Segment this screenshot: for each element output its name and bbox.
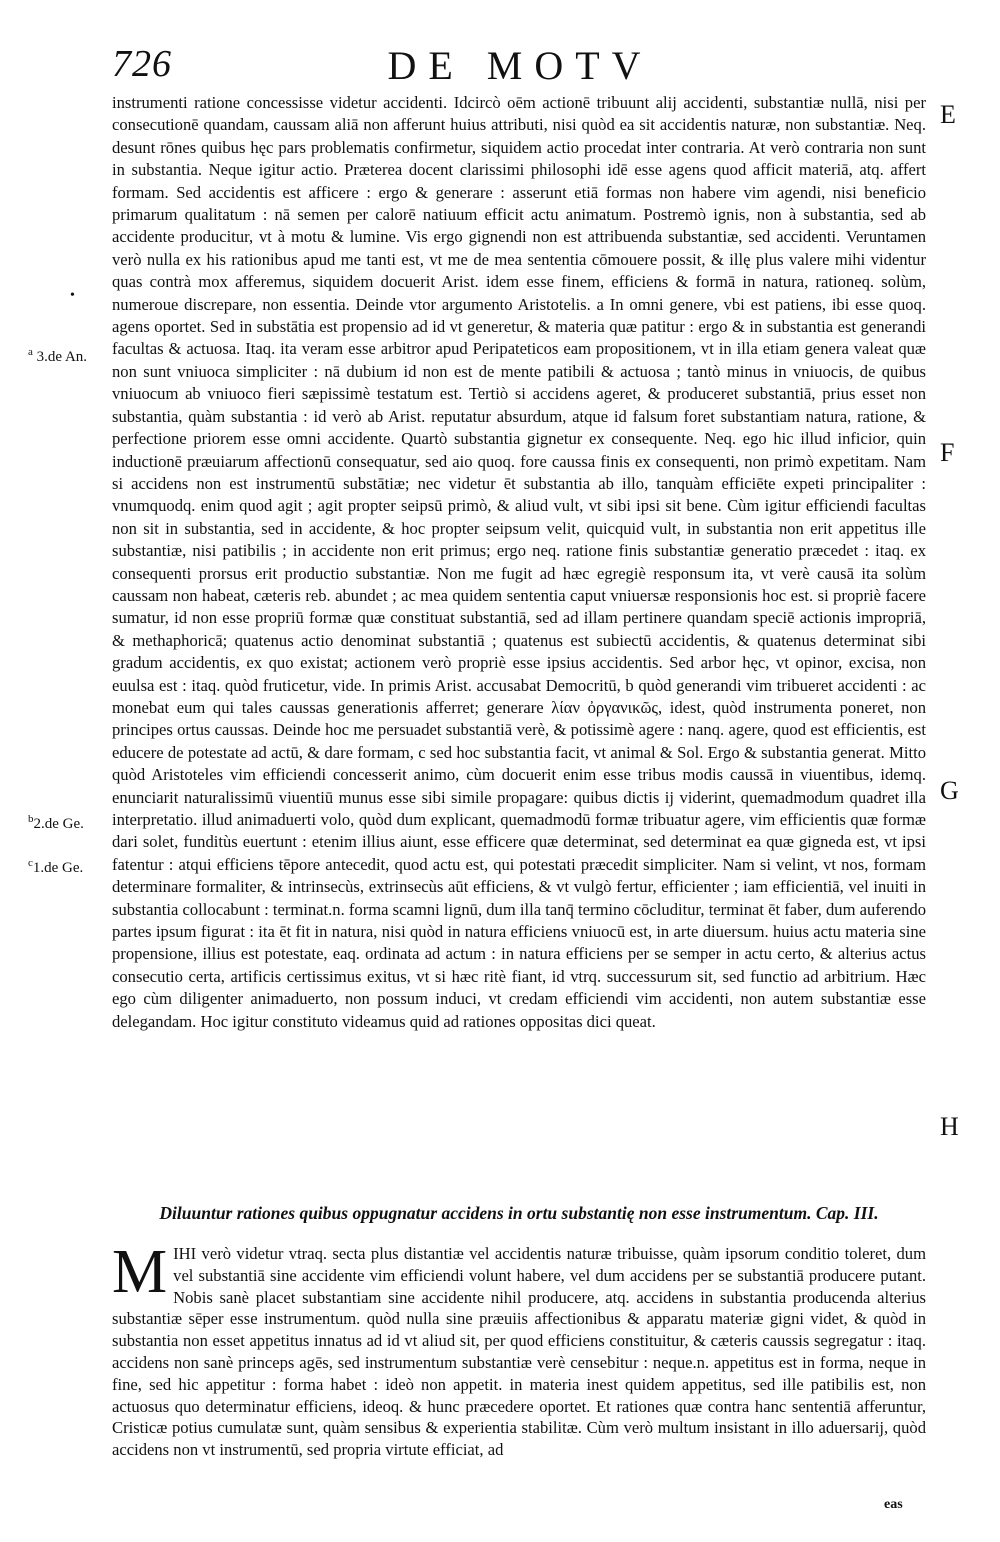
chapter-title: Diluuntur rationes quibus oppugnatur accidens in ortu substantię non esse instrumentum. Cap. III. — [159, 1203, 879, 1223]
chapter-first-word: IHI — [173, 1244, 197, 1263]
body-paragraph: instrumenti ratione concessisse videtur accidenti. Idcircò oēm actionē tribuunt alij accidenti, substantiæ nullā, nisi per consecutionē quandam, caussam aliā non afferunt huius attributi, nisi quòd ea sit accidentis naturæ, non substantiæ. Neq. desunt rōnes quibus hęc pars problematis confirmetur, siquidem actio procedat inter contraria. At verò contraria non sunt in substantia. Neque igitur actio. Præterea docent clarissimi philosophi idē esse agens quod afficit materiā, atq. affert formam. Sed accidentis est afficere : ergo & generare : asserunt etiā formas non habere vim agendi, nisi beneficio primarum qualitatum : nā semen per calorē natiuum efficit actu animatum. Postremò ignis, non à substantia, sed ab accidente producitur, vt à motu & lumine. Vis ergo gignendi non est attribuenda substantiæ, sed accidenti. Veruntamen verò nulla ex his rationibus apud me tanti est, vt me de mea sententia cōmouere possit, & illę plus valere mihi videntur quas contrà mox afferemus, siquidem docuerit Arist. idem esse finem, efficiens & formā in natura, rationeq. solùm, numeroue discrepare, non essentia. Deinde vtor argumento Aristotelis. a In omni genere, vbi est patiens, ibi esse quoq. agens oportet. Sed in substātia est propensio ad id vt generetur, & materia quæ patitur : ergo & in substantia est generandi facultas & actuosa. Itaq. ita veram esse arbitror apud Peripateticos eam propositionem, vt in illa etiam genera valeat quæ non sunt vniuoca simpliciter : nā dubium id non est de mente patibili & actuosa ; tantò minus in vniuocis, de quibus vniuocum ab vniuoco fieri sæpissimè testatum est. Tertiò si accidens ageret, & produceret substantiā, prius esset non substantia, quàm substantia : id verò ab Arist. reputatur absurdum, atque id falsum foret substantiam natura, ratione, & perfectione priorem esse omni accidente. Quartò substantia gignetur ex consequente. Neq. ego hic illud inficior, quin inductionē præuiarum affectionū consequatur, sed aio quoq. fore caussa finis ex consequenti, non primò expetitam. Nam si accidens non est instrumentū substātiæ; nec videtur ēt substantia ab illo, tanquàm efficiēte expeti principaliter : vnumquodq. enim quod agit ; agit propter seipsū primò, & aliud vult, vt sibi ipsi sit bene. Cùm igitur efficiendi facultas non sit in substantia, sed in accidente, & hoc propter seipsum velit, quicquid vult, in substantia non erit appetitus ille substantiæ, nisi patibilis ; in accidente non erit primus; ergo neq. ratione finis substantiæ generatio præcedet : itaq. ex consequenti prorsus erit productio substantiæ. Non me fugit ad hæc egregiè responsum ita, vt verè causā ita solùm caussam non habeat, cæteris reb. abundet ; ac mea quidem sententia caput vniuersæ responsionis hoc est. si propriè facere sumatur, id non esse propriū formæ quæ constituat substantiā, sed ad illam pertinere quandam speciē actionis impropriā, & methaphoricā; quatenus actio denominat substantiā ; quatenus est subiectū accidentis, & quatenus determinat sibi gradum accidentis, ex quo existat; actionem verò propriè esse ipsius accidentis. Sed arbor hęc, vt opinor, excisa, non euulsa est : itaq. quòd fruticetur, vide. In primis Arist. accusabat Democritū, b quòd generandi vim tribueret accidenti : ac monebat eum qui tales caussas generationis afferret; generare λίαν ὀργανικῶς, idest, quòd instrumenta poneret, non principes ortus caussas. Deinde hoc me persuadet substantiā verè, & potissimè agere : nanq. agere, quod est efficientis, est educere de potestate ad actū, & dare formam, c sed hoc substantia facit, vt animal & Sol. Ergo & substantia generat. Mitto quòd Aristoteles vim efficiendi concesserit animo, cùm docuerit enim esse tribus modis caussā in viuentibus, idemq. enunciarit naturalissimū viuentiū munus esse sibi simile propagare: quibus dictis ij viderint, quemadmodum quadret illa interpretatio. illud animaduerti volo, quòd dum explicant, quemadmodū formæ tribuatur agere, vim efficientis quæ formæ dari solet, funditùs euertunt : etenim illius aiunt, esse efficere quæ determinat, sed determinat ea quæ gigneda est, vt ipsi fatentur : atqui efficiens tēpore antecedit, quod actu est, qui potestati præcedit simpliciter. Nam si velint, vt nos, formam determinare formaliter, & intrinsecùs, extrinsecùs aūt efficiens, & vt vulgò fertur, efficienter ; iam efficientiā, vel inuiti in substantia collocabunt : terminat.n. forma scamni lignū, dum illa tanq̄ termino cōcluditur, terminat ēt faber, dum auferendo partes ipsum figurat : ita ēt fit in natura, nisi quòd in natura efficiens vniuocū est, in arte diuersum. huius actu materia sine propensione, illius est potestate, eaq. ordinata ad actum : in natura efficiens per se semper in actu certo, & alterius actus consecutio certa, artificis certissimus exitus, vt si hæc ritè fiant, id vtrq. successurum sit, sed functio ad arbitrium. Hæc ego cùm diligenter animaduerto, non possum induci, vt credam efficiendi vim accidenti, non autem substantiæ esse delegandam. Hoc igitur constituto videamus quid ad rationes oppositas dici queat. — [112, 93, 926, 1031]
section-letter-f: F — [940, 438, 955, 467]
catchword: eas — [884, 1497, 903, 1512]
margin-note-c: $^c$1.de Ge. — [28, 857, 84, 876]
running-title: DE MOTV — [387, 43, 653, 88]
section-letter-h: H — [940, 1112, 959, 1141]
page-header — [0, 42, 1000, 92]
drop-cap: M — [112, 1238, 168, 1306]
chapter-paragraph: verò videtur vtraq. secta plus distantiæ vel accidentis naturæ tribuisse, quàm ipsorum conditio toleret, dum vel substantiā sine accidente vim efficiendi volunt habere, vel dum accidens per se substantiā producere putant. Nobis sanè placet substantiam sine accidente nihil producere, atq. accidens in substantia producenda alterius substantiæ sēper esse instrumentum. quòd nulla sine præuiis affectionibus & apparatu materiæ gigni videt, & quòd in substantia non esset appetitus innatus ad id vt aliud sit, per quod efficiens constituitur, & cæteris caussis segregatur : itaq. accidens non sanè princeps agēs, sed instrumentum substantiæ verè censebitur : neque.n. appetitus est in forma, neque in fine, sed hic appetitur : forma habet : ideò non appetit. in materia inest quidem appetitus, sed ille patibilis est, non actuosus quo determinatur efficiens, ideoq. & hunc præcedere oportet. Et rationes quæ contra hanc sententiā afferuntur, Cristicæ potius cumulatæ sunt, quàm sensibus & experientia stabilitæ. Cùm verò multum insistant in illo aduersarij, quòd accidens non vt instrumentū, sed propria virtute efficiat, ad — [112, 1244, 926, 1460]
page-number: 726 — [112, 43, 172, 85]
margin-note-b: $^b$2.de Ge. — [28, 813, 84, 832]
section-letter-e: E — [940, 100, 956, 129]
section-letter-g: G — [940, 776, 959, 805]
main-text-block — [112, 92, 926, 1033]
margin-dot-mark: • — [70, 288, 75, 303]
margin-note-a: $^a$ 3.de An. — [28, 346, 88, 365]
chapter-text-block — [112, 1238, 926, 1461]
